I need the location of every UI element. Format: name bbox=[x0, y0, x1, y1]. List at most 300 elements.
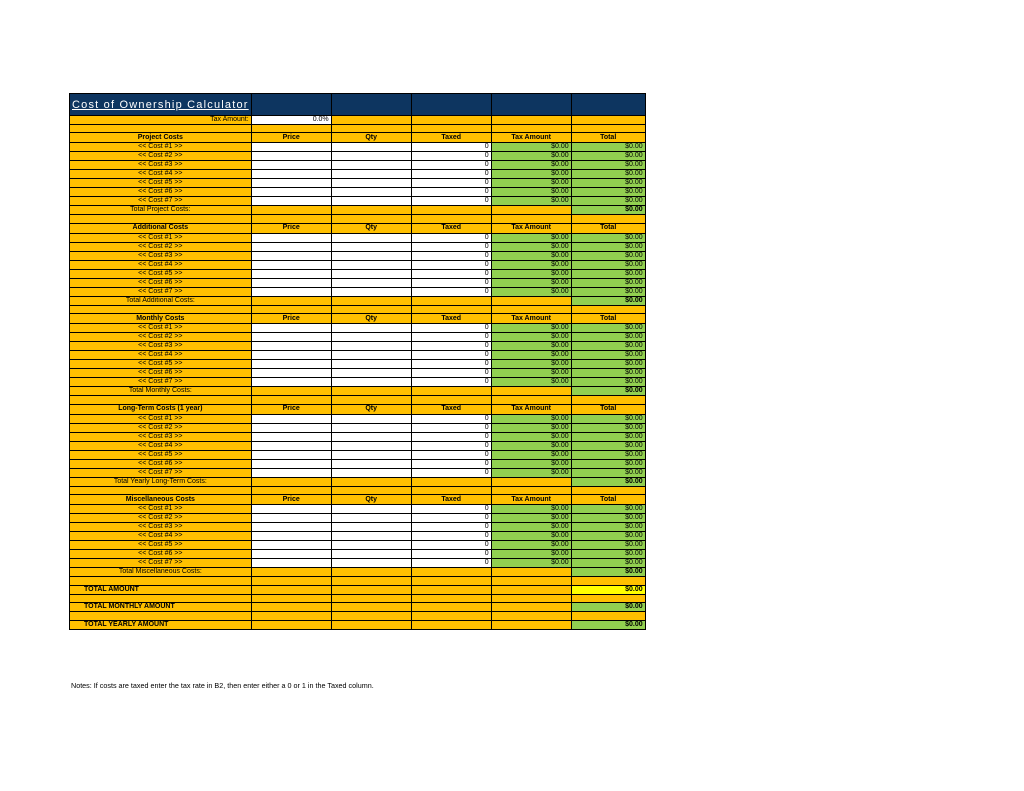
section-total-label: Total Monthly Costs: bbox=[70, 387, 252, 396]
empty-cell[interactable] bbox=[491, 612, 571, 620]
taxed-cell[interactable]: 0 bbox=[411, 278, 491, 287]
qty-cell[interactable] bbox=[331, 287, 411, 296]
header-cell bbox=[411, 94, 491, 116]
price-cell[interactable] bbox=[251, 378, 331, 387]
qty-cell[interactable] bbox=[331, 541, 411, 550]
qty-cell[interactable] bbox=[331, 559, 411, 568]
empty-cell[interactable] bbox=[491, 396, 571, 404]
tax-amount-cell: $0.00 bbox=[491, 287, 571, 296]
total-cell: $0.00 bbox=[571, 450, 645, 459]
empty-cell[interactable] bbox=[331, 215, 411, 223]
tax-amount-cell: $0.00 bbox=[491, 450, 571, 459]
section-header-row bbox=[70, 314, 646, 324]
grand-total-value: $0.00 bbox=[571, 603, 645, 612]
cost-item-label[interactable]: << Cost #1 >> bbox=[70, 324, 252, 333]
cost-row bbox=[70, 432, 646, 441]
empty-cell[interactable] bbox=[331, 305, 411, 313]
qty-cell[interactable] bbox=[331, 278, 411, 287]
empty-cell bbox=[491, 620, 571, 629]
qty-cell[interactable] bbox=[331, 333, 411, 342]
total-cell: $0.00 bbox=[571, 414, 645, 423]
cost-row bbox=[70, 278, 646, 287]
taxed-cell[interactable]: 0 bbox=[411, 152, 491, 161]
tax-amount-cell: $0.00 bbox=[491, 342, 571, 351]
price-cell[interactable] bbox=[251, 143, 331, 152]
total-cell: $0.00 bbox=[571, 523, 645, 532]
empty-cell[interactable] bbox=[571, 215, 645, 223]
taxed-cell[interactable]: 0 bbox=[411, 324, 491, 333]
section-total-value: $0.00 bbox=[571, 477, 645, 486]
tax-amount-cell: $0.00 bbox=[491, 514, 571, 523]
total-cell: $0.00 bbox=[571, 260, 645, 269]
empty-cell[interactable] bbox=[571, 125, 645, 133]
price-cell[interactable] bbox=[251, 559, 331, 568]
price-cell[interactable] bbox=[251, 197, 331, 206]
price-cell[interactable] bbox=[251, 450, 331, 459]
empty-cell[interactable] bbox=[70, 396, 252, 404]
taxed-cell[interactable]: 0 bbox=[411, 161, 491, 170]
tax-amount-cell: $0.00 bbox=[491, 242, 571, 251]
price-cell[interactable] bbox=[251, 550, 331, 559]
grand-total-label: TOTAL YEARLY AMOUNT bbox=[70, 620, 252, 629]
taxed-cell[interactable]: 0 bbox=[411, 514, 491, 523]
cost-item-label[interactable]: << Cost #2 >> bbox=[70, 152, 252, 161]
spacer-row bbox=[70, 486, 646, 494]
empty-cell[interactable] bbox=[491, 125, 571, 133]
empty-cell[interactable] bbox=[70, 215, 252, 223]
qty-cell[interactable] bbox=[331, 161, 411, 170]
cost-item-label[interactable]: << Cost #5 >> bbox=[70, 269, 252, 278]
empty-cell[interactable] bbox=[491, 215, 571, 223]
qty-cell[interactable] bbox=[331, 179, 411, 188]
cost-row bbox=[70, 559, 646, 568]
empty-cell bbox=[491, 603, 571, 612]
qty-cell[interactable] bbox=[331, 450, 411, 459]
empty-cell[interactable] bbox=[411, 396, 491, 404]
cost-row bbox=[70, 197, 646, 206]
tax-amount-cell: $0.00 bbox=[491, 468, 571, 477]
price-cell[interactable] bbox=[251, 170, 331, 179]
price-cell[interactable] bbox=[251, 532, 331, 541]
qty-cell[interactable] bbox=[331, 242, 411, 251]
cost-item-label[interactable]: << Cost #7 >> bbox=[70, 197, 252, 206]
cost-item-label[interactable]: << Cost #2 >> bbox=[70, 242, 252, 251]
cost-row bbox=[70, 161, 646, 170]
total-cell: $0.00 bbox=[571, 441, 645, 450]
empty-cell[interactable] bbox=[571, 577, 645, 585]
taxed-cell[interactable]: 0 bbox=[411, 559, 491, 568]
cost-row bbox=[70, 414, 646, 423]
taxed-cell[interactable]: 0 bbox=[411, 550, 491, 559]
cost-row bbox=[70, 532, 646, 541]
taxed-cell[interactable]: 0 bbox=[411, 441, 491, 450]
empty-cell bbox=[411, 296, 491, 305]
tax-amount-cell: $0.00 bbox=[491, 197, 571, 206]
empty-cell[interactable] bbox=[491, 116, 571, 125]
price-cell[interactable] bbox=[251, 432, 331, 441]
total-cell: $0.00 bbox=[571, 278, 645, 287]
price-cell[interactable] bbox=[251, 514, 331, 523]
column-header: Price bbox=[251, 314, 331, 324]
empty-cell bbox=[251, 603, 331, 612]
price-cell[interactable] bbox=[251, 161, 331, 170]
qty-cell[interactable] bbox=[331, 423, 411, 432]
header-cell bbox=[331, 94, 411, 116]
cost-item-label[interactable]: << Cost #4 >> bbox=[70, 260, 252, 269]
cost-row bbox=[70, 233, 646, 242]
empty-cell[interactable] bbox=[571, 305, 645, 313]
section-header-row bbox=[70, 133, 646, 143]
taxed-cell[interactable]: 0 bbox=[411, 197, 491, 206]
price-cell[interactable] bbox=[251, 179, 331, 188]
qty-cell[interactable] bbox=[331, 351, 411, 360]
cost-item-label[interactable]: << Cost #6 >> bbox=[70, 369, 252, 378]
empty-cell[interactable] bbox=[331, 125, 411, 133]
column-header: Taxed bbox=[411, 404, 491, 414]
cost-item-label[interactable]: << Cost #2 >> bbox=[70, 333, 252, 342]
tax-amount-label: Tax Amount: bbox=[70, 116, 252, 125]
empty-cell[interactable] bbox=[251, 305, 331, 313]
taxed-cell[interactable]: 0 bbox=[411, 505, 491, 514]
grand-total-value: $0.00 bbox=[571, 585, 645, 594]
empty-cell bbox=[331, 296, 411, 305]
cost-row bbox=[70, 152, 646, 161]
qty-cell[interactable] bbox=[331, 360, 411, 369]
qty-cell[interactable] bbox=[331, 514, 411, 523]
price-cell[interactable] bbox=[251, 468, 331, 477]
empty-cell[interactable] bbox=[251, 396, 331, 404]
taxed-cell[interactable]: 0 bbox=[411, 188, 491, 197]
column-header: Taxed bbox=[411, 314, 491, 324]
qty-cell[interactable] bbox=[331, 432, 411, 441]
qty-cell[interactable] bbox=[331, 324, 411, 333]
qty-cell[interactable] bbox=[331, 143, 411, 152]
empty-cell[interactable] bbox=[571, 116, 645, 125]
cost-item-label[interactable]: << Cost #5 >> bbox=[70, 360, 252, 369]
cost-item-label[interactable]: << Cost #3 >> bbox=[70, 432, 252, 441]
empty-cell bbox=[491, 206, 571, 215]
cost-row bbox=[70, 333, 646, 342]
section-title: Monthly Costs bbox=[70, 314, 252, 324]
taxed-cell[interactable]: 0 bbox=[411, 414, 491, 423]
price-cell[interactable] bbox=[251, 505, 331, 514]
total-cell: $0.00 bbox=[571, 170, 645, 179]
qty-cell[interactable] bbox=[331, 468, 411, 477]
taxed-cell[interactable]: 0 bbox=[411, 333, 491, 342]
taxed-cell[interactable]: 0 bbox=[411, 432, 491, 441]
spacer-row bbox=[70, 612, 646, 620]
empty-cell bbox=[411, 477, 491, 486]
taxed-cell[interactable]: 0 bbox=[411, 143, 491, 152]
price-cell[interactable] bbox=[251, 152, 331, 161]
cost-row bbox=[70, 523, 646, 532]
qty-cell[interactable] bbox=[331, 414, 411, 423]
tax-amount-cell: $0.00 bbox=[491, 541, 571, 550]
qty-cell[interactable] bbox=[331, 459, 411, 468]
cost-item-label[interactable]: << Cost #3 >> bbox=[70, 161, 252, 170]
taxed-cell[interactable]: 0 bbox=[411, 378, 491, 387]
empty-cell[interactable] bbox=[571, 396, 645, 404]
section-total-row bbox=[70, 477, 646, 486]
qty-cell[interactable] bbox=[331, 378, 411, 387]
section-total-row bbox=[70, 296, 646, 305]
taxed-cell[interactable]: 0 bbox=[411, 251, 491, 260]
taxed-cell[interactable]: 0 bbox=[411, 423, 491, 432]
total-cell: $0.00 bbox=[571, 432, 645, 441]
empty-cell bbox=[251, 477, 331, 486]
column-header: Price bbox=[251, 133, 331, 143]
cost-row bbox=[70, 441, 646, 450]
qty-cell[interactable] bbox=[331, 369, 411, 378]
empty-cell[interactable] bbox=[70, 486, 252, 494]
empty-cell[interactable] bbox=[411, 486, 491, 494]
empty-cell[interactable] bbox=[70, 125, 252, 133]
empty-cell[interactable] bbox=[70, 305, 252, 313]
empty-cell bbox=[491, 568, 571, 577]
taxed-cell[interactable]: 0 bbox=[411, 459, 491, 468]
taxed-cell[interactable]: 0 bbox=[411, 360, 491, 369]
column-header: Qty bbox=[331, 404, 411, 414]
empty-cell bbox=[411, 603, 491, 612]
empty-cell bbox=[331, 620, 411, 629]
total-cell: $0.00 bbox=[571, 468, 645, 477]
empty-cell[interactable] bbox=[491, 305, 571, 313]
header-cell bbox=[251, 94, 331, 116]
cost-item-label[interactable]: << Cost #1 >> bbox=[70, 143, 252, 152]
cost-item-label[interactable]: << Cost #3 >> bbox=[70, 251, 252, 260]
total-cell: $0.00 bbox=[571, 532, 645, 541]
empty-cell[interactable] bbox=[571, 594, 645, 602]
price-cell[interactable] bbox=[251, 342, 331, 351]
qty-cell[interactable] bbox=[331, 532, 411, 541]
empty-cell[interactable] bbox=[331, 486, 411, 494]
empty-cell[interactable] bbox=[491, 577, 571, 585]
cost-item-label[interactable]: << Cost #4 >> bbox=[70, 170, 252, 179]
empty-cell bbox=[331, 568, 411, 577]
empty-cell[interactable] bbox=[251, 594, 331, 602]
empty-cell[interactable] bbox=[491, 486, 571, 494]
price-cell[interactable] bbox=[251, 260, 331, 269]
cost-item-label[interactable]: << Cost #4 >> bbox=[70, 532, 252, 541]
empty-cell[interactable] bbox=[331, 577, 411, 585]
price-cell[interactable] bbox=[251, 541, 331, 550]
price-cell[interactable] bbox=[251, 441, 331, 450]
taxed-cell[interactable]: 0 bbox=[411, 351, 491, 360]
cost-item-label[interactable]: << Cost #5 >> bbox=[70, 179, 252, 188]
spacer-row bbox=[70, 125, 646, 133]
total-cell: $0.00 bbox=[571, 143, 645, 152]
empty-cell bbox=[491, 477, 571, 486]
cost-item-label[interactable]: << Cost #7 >> bbox=[70, 378, 252, 387]
empty-cell bbox=[411, 568, 491, 577]
empty-cell bbox=[331, 585, 411, 594]
tax-rate-input[interactable]: 0.0% bbox=[251, 116, 331, 125]
qty-cell[interactable] bbox=[331, 188, 411, 197]
tax-amount-cell: $0.00 bbox=[491, 179, 571, 188]
cost-item-label[interactable]: << Cost #4 >> bbox=[70, 441, 252, 450]
qty-cell[interactable] bbox=[331, 342, 411, 351]
section-total-value: $0.00 bbox=[571, 206, 645, 215]
empty-cell[interactable] bbox=[331, 612, 411, 620]
column-header: Price bbox=[251, 223, 331, 233]
taxed-cell[interactable]: 0 bbox=[411, 269, 491, 278]
section-total-label: Total Yearly Long-Term Costs: bbox=[70, 477, 252, 486]
qty-cell[interactable] bbox=[331, 251, 411, 260]
qty-cell[interactable] bbox=[331, 170, 411, 179]
empty-cell bbox=[491, 296, 571, 305]
cost-row bbox=[70, 324, 646, 333]
price-cell[interactable] bbox=[251, 324, 331, 333]
qty-cell[interactable] bbox=[331, 441, 411, 450]
taxed-cell[interactable]: 0 bbox=[411, 541, 491, 550]
column-header: Tax Amount bbox=[491, 133, 571, 143]
qty-cell[interactable] bbox=[331, 523, 411, 532]
cost-item-label[interactable]: << Cost #1 >> bbox=[70, 505, 252, 514]
empty-cell[interactable] bbox=[251, 612, 331, 620]
taxed-cell[interactable]: 0 bbox=[411, 532, 491, 541]
price-cell[interactable] bbox=[251, 351, 331, 360]
section-title: Project Costs bbox=[70, 133, 252, 143]
spacer-row bbox=[70, 594, 646, 602]
empty-cell[interactable] bbox=[411, 577, 491, 585]
cost-row bbox=[70, 450, 646, 459]
taxed-cell[interactable]: 0 bbox=[411, 342, 491, 351]
qty-cell[interactable] bbox=[331, 197, 411, 206]
empty-cell[interactable] bbox=[411, 116, 491, 125]
tax-amount-cell: $0.00 bbox=[491, 251, 571, 260]
taxed-cell[interactable]: 0 bbox=[411, 450, 491, 459]
qty-cell[interactable] bbox=[331, 269, 411, 278]
column-header: Total bbox=[571, 223, 645, 233]
qty-cell[interactable] bbox=[331, 260, 411, 269]
taxed-cell[interactable]: 0 bbox=[411, 179, 491, 188]
empty-cell[interactable] bbox=[251, 125, 331, 133]
taxed-cell[interactable]: 0 bbox=[411, 233, 491, 242]
cost-row bbox=[70, 459, 646, 468]
price-cell[interactable] bbox=[251, 242, 331, 251]
empty-cell[interactable] bbox=[331, 116, 411, 125]
qty-cell[interactable] bbox=[331, 152, 411, 161]
total-cell: $0.00 bbox=[571, 152, 645, 161]
cost-item-label[interactable]: << Cost #1 >> bbox=[70, 233, 252, 242]
taxed-cell[interactable]: 0 bbox=[411, 523, 491, 532]
cost-item-label[interactable]: << Cost #2 >> bbox=[70, 514, 252, 523]
total-cell: $0.00 bbox=[571, 188, 645, 197]
price-cell[interactable] bbox=[251, 423, 331, 432]
cost-item-label[interactable]: << Cost #6 >> bbox=[70, 278, 252, 287]
section-title: Long-Term Costs (1 year) bbox=[70, 404, 252, 414]
empty-cell bbox=[411, 206, 491, 215]
price-cell[interactable] bbox=[251, 360, 331, 369]
cost-item-label[interactable]: << Cost #5 >> bbox=[70, 541, 252, 550]
price-cell[interactable] bbox=[251, 333, 331, 342]
price-cell[interactable] bbox=[251, 269, 331, 278]
empty-cell[interactable] bbox=[251, 215, 331, 223]
price-cell[interactable] bbox=[251, 369, 331, 378]
price-cell[interactable] bbox=[251, 523, 331, 532]
tax-amount-cell: $0.00 bbox=[491, 369, 571, 378]
empty-cell[interactable] bbox=[251, 486, 331, 494]
empty-cell[interactable] bbox=[411, 305, 491, 313]
cost-row bbox=[70, 251, 646, 260]
empty-cell[interactable] bbox=[331, 594, 411, 602]
empty-cell[interactable] bbox=[411, 594, 491, 602]
qty-cell[interactable] bbox=[331, 550, 411, 559]
qty-cell[interactable] bbox=[331, 233, 411, 242]
price-cell[interactable] bbox=[251, 233, 331, 242]
cost-item-label[interactable]: << Cost #1 >> bbox=[70, 414, 252, 423]
empty-cell[interactable] bbox=[411, 612, 491, 620]
spacer-row bbox=[70, 577, 646, 585]
empty-cell[interactable] bbox=[571, 612, 645, 620]
sheet-title: Cost of Ownership Calculator bbox=[70, 94, 252, 116]
column-header: Price bbox=[251, 495, 331, 505]
qty-cell[interactable] bbox=[331, 505, 411, 514]
empty-cell[interactable] bbox=[571, 486, 645, 494]
cost-row bbox=[70, 179, 646, 188]
column-header: Price bbox=[251, 404, 331, 414]
cost-item-label[interactable]: << Cost #6 >> bbox=[70, 459, 252, 468]
empty-cell[interactable] bbox=[411, 215, 491, 223]
cost-item-label[interactable]: << Cost #7 >> bbox=[70, 559, 252, 568]
cost-row bbox=[70, 505, 646, 514]
empty-cell[interactable] bbox=[70, 577, 252, 585]
price-cell[interactable] bbox=[251, 188, 331, 197]
empty-cell[interactable] bbox=[411, 125, 491, 133]
column-header: Total bbox=[571, 404, 645, 414]
total-cell: $0.00 bbox=[571, 197, 645, 206]
tax-amount-cell: $0.00 bbox=[491, 143, 571, 152]
tax-amount-cell: $0.00 bbox=[491, 378, 571, 387]
section-total-label: Total Project Costs: bbox=[70, 206, 252, 215]
taxed-cell[interactable]: 0 bbox=[411, 369, 491, 378]
taxed-cell[interactable]: 0 bbox=[411, 242, 491, 251]
tax-amount-cell: $0.00 bbox=[491, 505, 571, 514]
tax-amount-cell: $0.00 bbox=[491, 459, 571, 468]
price-cell[interactable] bbox=[251, 414, 331, 423]
cost-item-label[interactable]: << Cost #6 >> bbox=[70, 188, 252, 197]
cost-item-label[interactable]: << Cost #6 >> bbox=[70, 550, 252, 559]
taxed-cell[interactable]: 0 bbox=[411, 468, 491, 477]
total-cell: $0.00 bbox=[571, 459, 645, 468]
empty-cell[interactable] bbox=[251, 577, 331, 585]
cost-item-label[interactable]: << Cost #3 >> bbox=[70, 342, 252, 351]
price-cell[interactable] bbox=[251, 278, 331, 287]
cost-item-label[interactable]: << Cost #7 >> bbox=[70, 287, 252, 296]
column-header: Tax Amount bbox=[491, 404, 571, 414]
empty-cell[interactable] bbox=[331, 396, 411, 404]
column-header: Qty bbox=[331, 495, 411, 505]
total-cell: $0.00 bbox=[571, 423, 645, 432]
empty-cell[interactable] bbox=[70, 594, 252, 602]
cost-row bbox=[70, 360, 646, 369]
price-cell[interactable] bbox=[251, 287, 331, 296]
cost-item-label[interactable]: << Cost #4 >> bbox=[70, 351, 252, 360]
price-cell[interactable] bbox=[251, 459, 331, 468]
total-cell: $0.00 bbox=[571, 333, 645, 342]
price-cell[interactable] bbox=[251, 251, 331, 260]
empty-cell[interactable] bbox=[70, 612, 252, 620]
taxed-cell[interactable]: 0 bbox=[411, 170, 491, 179]
total-cell: $0.00 bbox=[571, 161, 645, 170]
cost-item-label[interactable]: << Cost #7 >> bbox=[70, 468, 252, 477]
cost-item-label[interactable]: << Cost #2 >> bbox=[70, 423, 252, 432]
taxed-cell[interactable]: 0 bbox=[411, 287, 491, 296]
empty-cell[interactable] bbox=[491, 594, 571, 602]
taxed-cell[interactable]: 0 bbox=[411, 260, 491, 269]
cost-item-label[interactable]: << Cost #3 >> bbox=[70, 523, 252, 532]
cost-item-label[interactable]: << Cost #5 >> bbox=[70, 450, 252, 459]
